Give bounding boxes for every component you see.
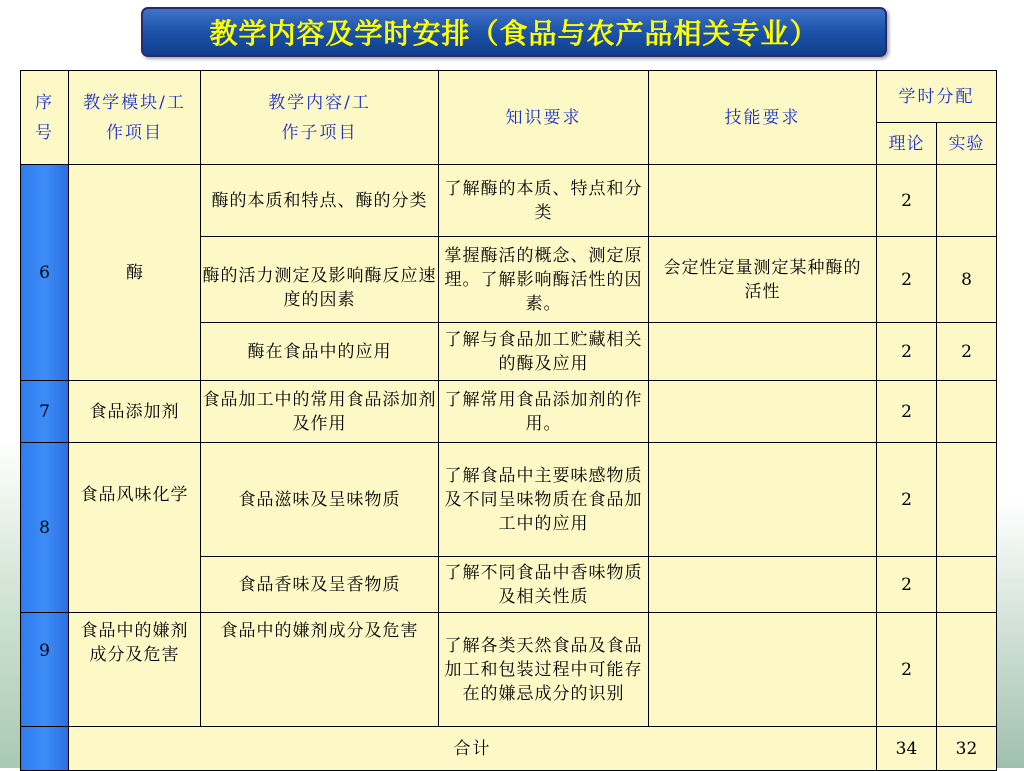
page-title: 教学内容及学时安排（食品与农产品相关专业） [209, 17, 819, 50]
table-row [21, 443, 997, 557]
header-theory: 理论 [877, 123, 937, 165]
theory-hours: 2 [877, 443, 937, 557]
skill-cell [649, 613, 877, 727]
knowledge-cell: 了解与食品加工贮藏相关的酶及应用 [439, 323, 649, 381]
lab-hours [937, 443, 997, 557]
module-name: 食品添加剂 [69, 381, 201, 443]
total-theory-hours: 34 [877, 727, 937, 771]
knowledge-cell: 了解常用食品添加剂的作用。 [439, 381, 649, 443]
total-row [21, 727, 997, 771]
skill-cell [649, 443, 877, 557]
schedule-table [20, 70, 997, 771]
header-index: 序号 [21, 71, 69, 165]
table-row [21, 613, 997, 727]
title-banner [141, 7, 887, 57]
knowledge-cell: 掌握酶活的概念、测定原理。了解影响酶活性的因素。 [439, 237, 649, 323]
skill-cell: 会定性定量测定某种酶的活性 [649, 237, 877, 323]
header-lab: 实验 [937, 123, 997, 165]
lab-hours [937, 613, 997, 727]
content-cell: 酶在食品中的应用 [201, 323, 439, 381]
skill-cell [649, 323, 877, 381]
total-label: 合计 [69, 727, 877, 771]
lab-hours [937, 381, 997, 443]
skill-cell [649, 557, 877, 613]
header-content: 教学内容/工作子项目 [201, 71, 439, 165]
module-name: 食品风味化学 [69, 443, 201, 613]
theory-hours: 2 [877, 165, 937, 237]
content-cell: 食品加工中的常用食品添加剂及作用 [201, 381, 439, 443]
content-cell: 酶的本质和特点、酶的分类 [201, 165, 439, 237]
theory-hours: 2 [877, 613, 937, 727]
table-row [21, 381, 997, 443]
header-skill: 技能要求 [649, 71, 877, 165]
skill-cell [649, 381, 877, 443]
module-name: 食品中的嫌剂成分及危害 [69, 613, 201, 727]
lab-hours [937, 557, 997, 613]
total-lab-hours: 32 [937, 727, 997, 771]
knowledge-cell: 了解食品中主要味感物质及不同呈味物质在食品加工中的应用 [439, 443, 649, 557]
theory-hours: 2 [877, 323, 937, 381]
content-cell: 酶的活力测定及影响酶反应速度的因素 [201, 237, 439, 323]
row-index: 9 [21, 613, 69, 727]
theory-hours: 2 [877, 557, 937, 613]
lab-hours: 2 [937, 323, 997, 381]
knowledge-cell: 了解各类天然食品及食品加工和包装过程中可能存在的嫌忌成分的识别 [439, 613, 649, 727]
header-module: 教学模块/工作项目 [69, 71, 201, 165]
header-hours: 学时分配 [877, 71, 997, 123]
content-cell: 食品香味及呈香物质 [201, 557, 439, 613]
row-index: 7 [21, 381, 69, 443]
knowledge-cell: 了解不同食品中香味物质及相关性质 [439, 557, 649, 613]
theory-hours: 2 [877, 381, 937, 443]
knowledge-cell: 了解酶的本质、特点和分类 [439, 165, 649, 237]
lab-hours [937, 165, 997, 237]
skill-cell [649, 165, 877, 237]
row-index: 6 [21, 165, 69, 381]
theory-hours: 2 [877, 237, 937, 323]
content-cell: 食品中的嫌剂成分及危害 [201, 613, 439, 727]
table-row [21, 165, 997, 237]
header-knowledge: 知识要求 [439, 71, 649, 165]
row-index: 8 [21, 443, 69, 613]
content-cell: 食品滋味及呈味物质 [201, 443, 439, 557]
lab-hours: 8 [937, 237, 997, 323]
module-name: 酶 [69, 165, 201, 381]
total-index-cell [21, 727, 69, 771]
